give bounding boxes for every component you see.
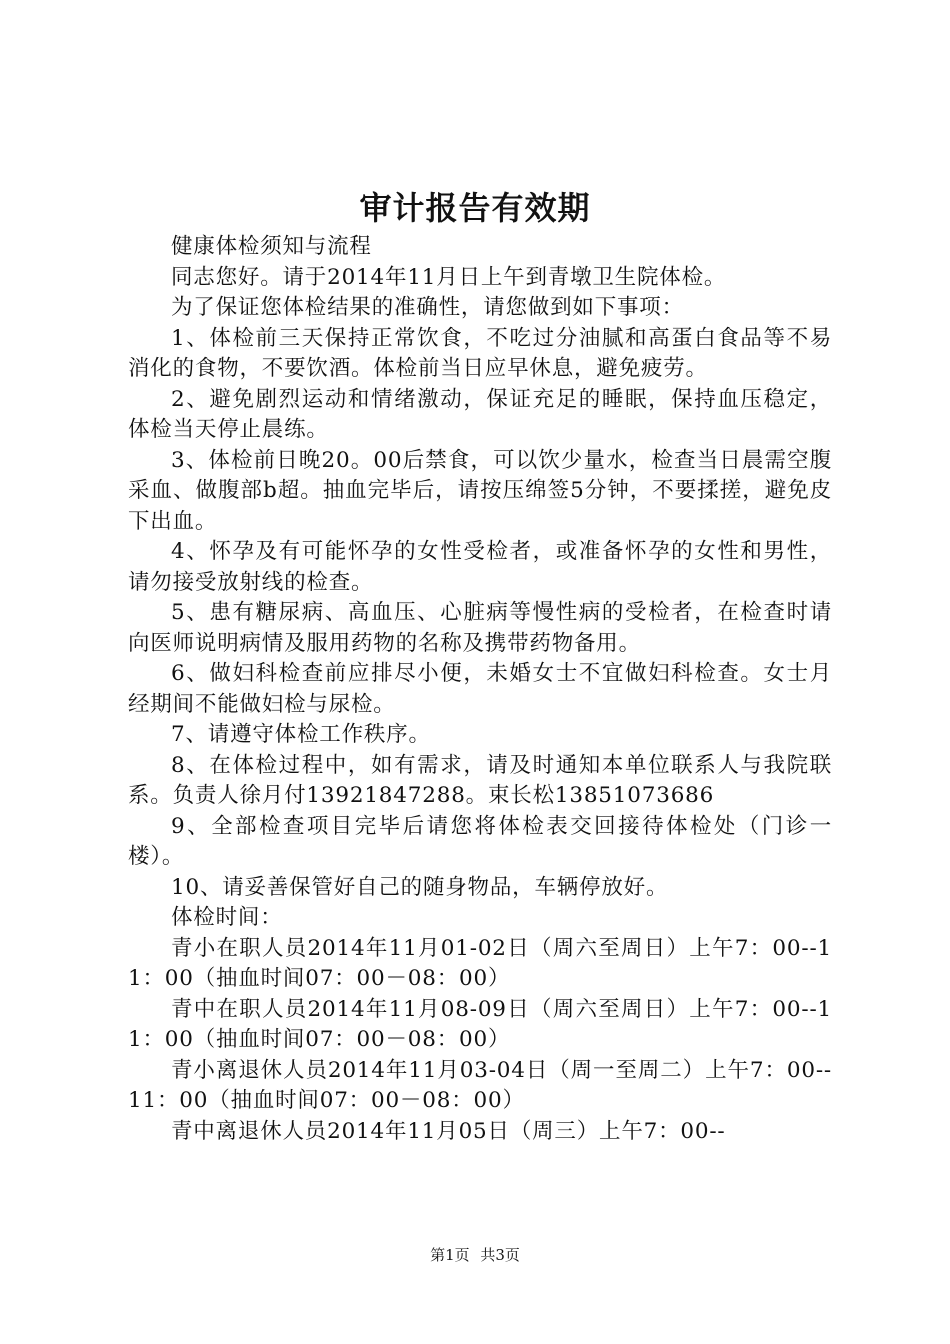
paragraph-item-1: 1、体检前三天保持正常饮食，不吃过分油腻和高蛋白食品等不易消化的食物，不要饮酒。体检前当日应早休息，避免疲劳。 <box>128 325 832 381</box>
paragraph-heading: 健康体检须知与流程 <box>171 234 372 259</box>
paragraph-greeting: 同志您好。请于2014年11月日上午到青墩卫生院体检。 <box>171 264 727 290</box>
paragraph-item-4: 4、怀孕及有可能怀孕的女性受检者，或准备怀孕的女性和男性，请勿接受放射线的检查。 <box>128 539 832 595</box>
document-title: 审计报告有效期 <box>359 189 591 227</box>
paragraph-item-8: 8、在体检过程中，如有需求，请及时通知本单位联系人与我院联系。负责人徐月付13921847288。束长松13851073686 <box>128 752 832 808</box>
document-body <box>128 232 832 1147</box>
paragraph-item-7: 7、请遵守体检工作秩序。 <box>171 722 431 747</box>
paragraph-item-2: 2、避免剧烈运动和情绪激动，保证充足的睡眠，保持血压稳定，体检当天停止晨练。 <box>128 386 832 442</box>
paragraph-schedule-1: 青小在职人员2014年11月01-02日（周六至周日）上午7：00--11：00（抽血时间07：00－08：00） <box>128 935 832 991</box>
paragraph-item-9: 9、全部检查项目完毕后请您将体检表交回接待体检处（门诊一楼）。 <box>128 813 832 869</box>
paragraph-item-5: 5、患有糖尿病、高血压、心脏病等慢性病的受检者，在检查时请向医师说明病情及服用药物的名称及携带药物备用。 <box>128 600 832 656</box>
paragraph-item-6: 6、做妇科检查前应排尽小便，未婚女士不宜做妇科检查。女士月经期间不能做妇检与尿检。 <box>128 661 832 717</box>
page-footer <box>0 1244 950 1266</box>
paragraph-item-3: 3、体检前日晚20。00后禁食，可以饮少量水，检查当日晨需空腹采血、做腹部b超。抽血完毕后，请按压绵签5分钟，不要揉搓，避免皮下出血。 <box>128 447 832 534</box>
paragraph-schedule-3: 青小离退休人员2014年11月03-04日（周一至周二）上午7：00--11：00（抽血时间07：00－08：00） <box>128 1057 832 1113</box>
page-number: 第1页 <box>430 1246 470 1264</box>
paragraph-schedule-heading: 体检时间： <box>171 905 283 930</box>
paragraph-schedule-4: 青中离退休人员2014年11月05日（周三）上午7：00-- <box>171 1118 726 1144</box>
paragraph-item-10: 10、请妥善保管好自己的随身物品，车辆停放好。 <box>171 874 669 900</box>
page-total: 共3页 <box>480 1246 520 1264</box>
paragraph-intro: 为了保证您体检结果的准确性，请您做到如下事项： <box>171 295 684 320</box>
paragraph-schedule-2: 青中在职人员2014年11月08-09日（周六至周日）上午7：00--11：00（抽血时间07：00－08：00） <box>128 996 832 1052</box>
